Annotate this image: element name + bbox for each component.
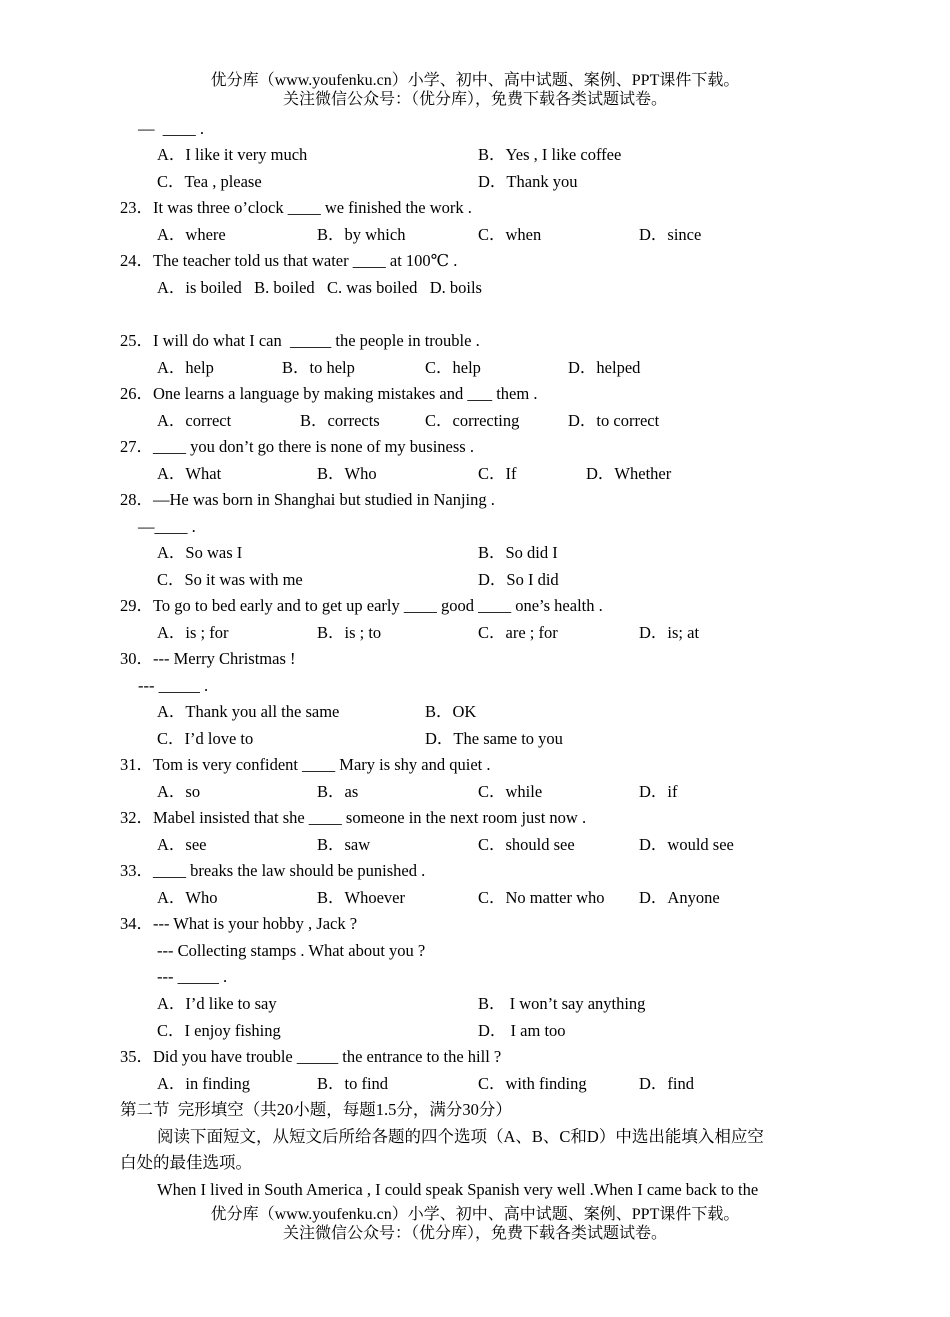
q30-option-a: A．Thank you all the same xyxy=(157,702,340,721)
q27-option-b: B．Who xyxy=(317,464,377,483)
q28-option-c: C．So it was with me xyxy=(157,570,303,589)
q27-option-c: C．If xyxy=(478,464,517,483)
page-footer xyxy=(0,1205,950,1243)
q35-option-d: D．find xyxy=(639,1074,694,1093)
q29-stem: 29．To go to bed early and to get up early ____ good ____ one’s health . xyxy=(120,596,603,615)
q32-option-b: B．saw xyxy=(317,835,371,854)
q32-option-c: C．should see xyxy=(478,835,575,854)
q24-stem: 24．The teacher told us that water ____ at 100℃ . xyxy=(120,251,458,270)
q30-option-d: D．The same to you xyxy=(425,729,563,748)
section-2-title: 第二节 完形填空（共20小题，每题1.5分，满分30分） xyxy=(120,1100,512,1119)
passage-first-line: When I lived in South America , I could speak Spanish very well .When I came back to the xyxy=(157,1180,759,1199)
q31-option-d: D．if xyxy=(639,782,678,801)
q34-stem: 34．--- What is your hobby , Jack ? xyxy=(120,914,358,933)
q27-option-a: A．What xyxy=(157,464,222,483)
q34-line-2: --- Collecting stamps . What about you ? xyxy=(157,941,426,960)
q25-option-d: D．helped xyxy=(568,358,641,377)
footer-line-2: 关注微信公众号：（优分库），免费下载各类试题试卷。 xyxy=(282,1225,667,1242)
q25-option-a: A．help xyxy=(157,358,214,377)
q26-option-b: B．corrects xyxy=(300,411,380,430)
q31-option-a: A．so xyxy=(157,782,201,801)
q23-option-c: C．when xyxy=(478,225,542,244)
q34-option-c: C．I enjoy fishing xyxy=(157,1021,281,1040)
q26-option-a: A．correct xyxy=(157,411,232,430)
q34-reply: --- _____ . xyxy=(157,967,228,986)
q24-options: A．is boiled B. boiled C. was boiled D. boils xyxy=(157,278,482,297)
q23-option-a: A．where xyxy=(157,225,226,244)
q28-option-b: B．So did I xyxy=(478,543,558,562)
q33-option-c: C．No matter who xyxy=(478,888,605,907)
q35-option-b: B．to find xyxy=(317,1074,389,1093)
q31-option-b: B．as xyxy=(317,782,359,801)
q23-option-b: B．by which xyxy=(317,225,406,244)
q35-option-c: C．with finding xyxy=(478,1074,587,1093)
q31-stem: 31．Tom is very confident ____ Mary is shy and quiet . xyxy=(120,755,491,774)
q22-option-c: C．Tea , please xyxy=(157,172,262,191)
q22-option-d: D．Thank you xyxy=(478,172,578,191)
q29-option-b: B．is ; to xyxy=(317,623,382,642)
section-2-instructions-line-1: 阅读下面短文，从短文后所给各题的四个选项（A、B、C和D）中选出能填入相应空 xyxy=(157,1127,764,1146)
q30-option-c: C．I’d love to xyxy=(157,729,254,748)
page-header xyxy=(0,71,950,109)
q32-option-d: D．would see xyxy=(639,835,734,854)
q28-option-d: D．So I did xyxy=(478,570,559,589)
q26-stem: 26．One learns a language by making mistakes and ___ them . xyxy=(120,384,538,403)
header-line-2: 关注微信公众号：（优分库），免费下载各类试题试卷。 xyxy=(282,91,667,108)
q22-option-a: A．I like it very much xyxy=(157,145,308,164)
q27-option-d: D．Whether xyxy=(586,464,672,483)
q32-stem: 32．Mabel insisted that she ____ someone in the next room just now . xyxy=(120,808,587,827)
q32-option-a: A．see xyxy=(157,835,207,854)
q29-option-c: C．are ; for xyxy=(478,623,558,642)
q25-stem: 25．I will do what I can _____ the people in trouble . xyxy=(120,331,480,350)
q30-reply: --- _____ . xyxy=(138,676,209,695)
q35-stem: 35．Did you have trouble _____ the entrance to the hill ? xyxy=(120,1047,502,1066)
footer-line-1: 优分库（www.youfenku.cn）小学、初中、高中试题、案例、PPT课件下载。 xyxy=(210,1206,740,1223)
q23-option-d: D．since xyxy=(639,225,702,244)
q22-option-b: B．Yes , I like coffee xyxy=(478,145,622,164)
q28-reply: —____ . xyxy=(138,517,196,536)
q31-option-c: C．while xyxy=(478,782,543,801)
q33-option-a: A．Who xyxy=(157,888,218,907)
q28-option-a: A．So was I xyxy=(157,543,243,562)
q25-option-c: C．help xyxy=(425,358,481,377)
q22-reply: — ____ . xyxy=(138,119,204,138)
q30-option-b: B．OK xyxy=(425,702,477,721)
header-line-1: 优分库（www.youfenku.cn）小学、初中、高中试题、案例、PPT课件下载。 xyxy=(210,72,740,89)
q23-stem: 23．It was three o’clock ____ we finished the work . xyxy=(120,198,472,217)
q34-option-d: D． I am too xyxy=(478,1021,566,1040)
q27-stem: 27．____ you don’t go there is none of my business . xyxy=(120,437,474,456)
q35-option-a: A．in finding xyxy=(157,1074,251,1093)
q25-option-b: B．to help xyxy=(282,358,355,377)
q28-stem: 28．—He was born in Shanghai but studied in Nanjing . xyxy=(120,490,495,509)
q29-option-a: A．is ; for xyxy=(157,623,229,642)
q30-stem: 30．--- Merry Christmas ! xyxy=(120,649,296,668)
q34-option-a: A．I’d like to say xyxy=(157,994,277,1013)
q33-stem: 33．____ breaks the law should be punished . xyxy=(120,861,426,880)
q33-option-d: D．Anyone xyxy=(639,888,720,907)
section-2-instructions-line-2: 白处的最佳选项。 xyxy=(120,1153,252,1172)
q29-option-d: D．is; at xyxy=(639,623,700,642)
q26-option-c: C．correcting xyxy=(425,411,520,430)
q33-option-b: B．Whoever xyxy=(317,888,405,907)
q34-option-b: B． I won’t say anything xyxy=(478,994,646,1013)
q26-option-d: D．to correct xyxy=(568,411,660,430)
